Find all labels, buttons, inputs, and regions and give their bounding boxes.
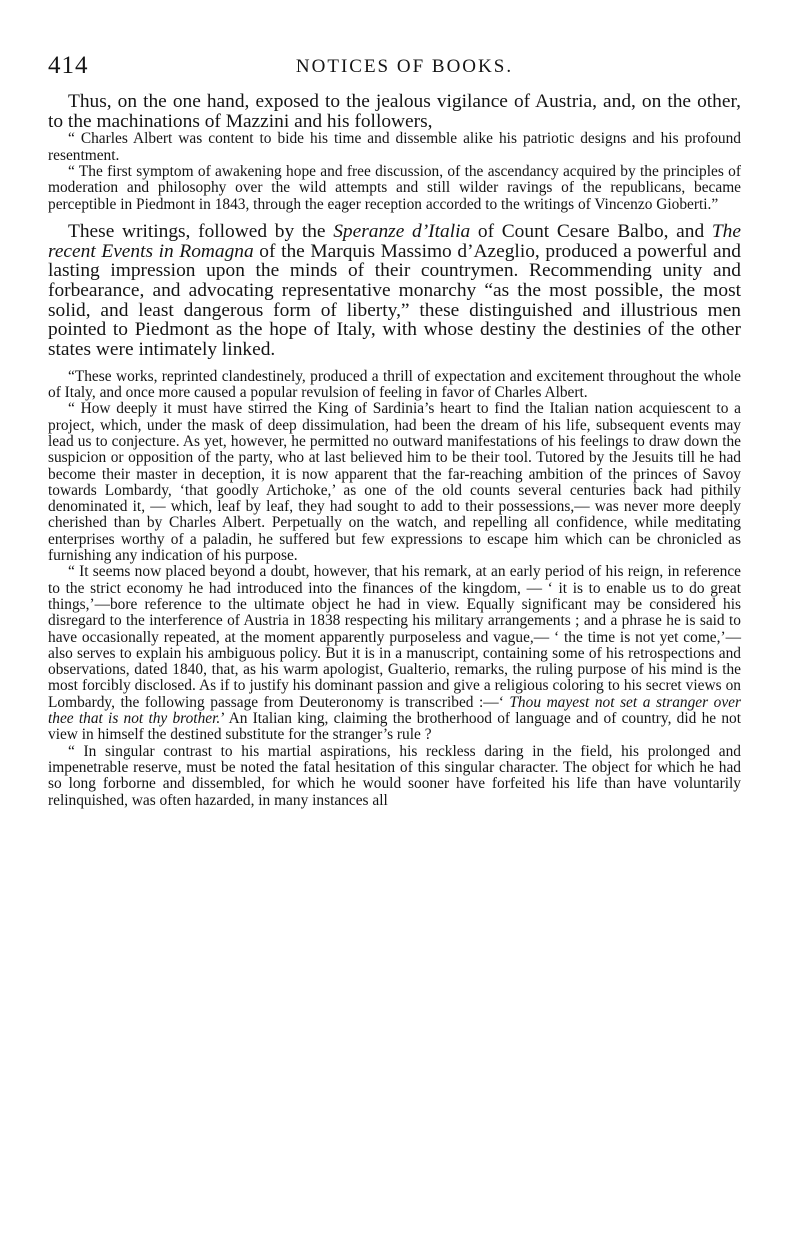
text-run: “ It seems now placed beyond a doubt, however, that his remark, at an early period of his reign, in reference to the strict economy he had introduced into the finances of the kingdom, — ‘ it is to enable us to do great things,’—bore reference to the ultimate object he had in view. Equally significant may be considered his disregard to the interference of Austria in 1838 respecting his military arrangements ; and a phrase he is said to have occasionally repeated, at the moment apparently purposeless and vague,— ‘ the time is not yet come,’—also serves to explain his ambiguous policy. But it is in a manuscript, containing some of his retrospections and observations, dated 1840, that, as his warm apologist, Gualterio, remarks, the ruling purpose of his mind is the most forcibly disclosed. As if to justify his dominant passion and give a religious coloring to his secret views on Lombardy, the following passage from Deuteronomy is transcribed :—‘	[48, 563, 741, 711]
italic-title-speranze: Speranze d’Italia	[333, 220, 471, 242]
quote-charles-albert: “ Charles Albert was content to bide his time and dissemble alike his patriotic designs and his profound resentment.	[48, 130, 741, 164]
text-run: of Count Cesare Balbo, and	[470, 220, 712, 242]
italic-deuteronomy-quote: Thou mayest not set a stranger over thee that is not thy brother.	[48, 693, 742, 728]
italic-title-romagna: The recent Events in Romagna	[48, 220, 741, 262]
quote-first-symptom: “ The first symptom of awakening hope and free discussion, of the ascendancy acquired by the principles of moderation and philosophy over the wild attempts and still wilder ravings of the republicans, became perceptible in Piedmont in 1843, through the eager reception accorded to the writings of Vincenzo Gioberti.”	[48, 163, 741, 213]
body-text	[48, 92, 741, 809]
page-number: 414	[48, 52, 89, 79]
quote-it-seems	[48, 564, 741, 743]
text-run: of the Marquis Massimo d’Azeglio, produced a powerful and lasting impression upon the minds of their countrymen. Recommending unity and forbearance, and advocating representative monarchy “as the most possible, the most solid, and least dangerous form of liberty,” these distinguished and illustrious men pointed to Piedmont as the hope of Italy, with whose destiny the destinies of the other states were intimately linked.	[48, 240, 741, 361]
quote-these-works: “These works, reprinted clandestinely, produced a thrill of expectation and excitement throughout the whole of Italy, and once more caused a popular revulsion of feeling in favor of Charles Albert.	[48, 367, 741, 402]
text-run: These writings, followed by the	[68, 220, 334, 242]
text-run: ’ An Italian king, claiming the brotherhood of language and of country, did he not view in himself the destined substitute for the stranger’s rule ?	[48, 710, 742, 744]
paragraph-austria: Thus, on the one hand, exposed to the jealous vigilance of Austria, and, on the other, to the machinations of Mazzini and his followers,	[48, 91, 741, 132]
paragraph-these-writings	[48, 222, 741, 360]
quote-singular-contrast: “ In singular contrast to his martial aspirations, his reckless daring in the field, his prolonged and impenetrable reserve, must be noted the fatal hesitation of this singular character. The object for which he had so long forborne and dissembled, for which he would sooner have forfeited his life than have voluntarily relinquished, was often hazarded, in many instances all	[48, 742, 741, 809]
quote-how-deeply: “ How deeply it must have stirred the King of Sardinia’s heart to find the Italian nation acquiescent to a project, which, under the mask of deep dissimulation, had been the dream of his life, subsequent events may lead us to conjecture. As yet, however, he permitted no outward manifestations of his feelings to draw down the suspicion or opposition of the party, who at last believed him to be their tool. Tutored by the Jesuits till he had become their master in deception, it is now apparent that the far-reaching ambition of the princes of Savoy towards Lombardy, ‘that goodly Artichoke,’ as one of the old counts several centuries back had pithily denominated it, — which, leaf by leaf, they had sought to add to their possessions,— was never more deeply cherished than by Charles Albert. Perpetually on the watch, and repelling all confidence, while meditating enterprises worthy of a paladin, he suffered but few expressions to escape him which can be chronicled as furnishing any indication of his purpose.	[48, 400, 741, 565]
running-title: NOTICES OF BOOKS.	[295, 56, 514, 77]
running-head	[48, 52, 741, 92]
